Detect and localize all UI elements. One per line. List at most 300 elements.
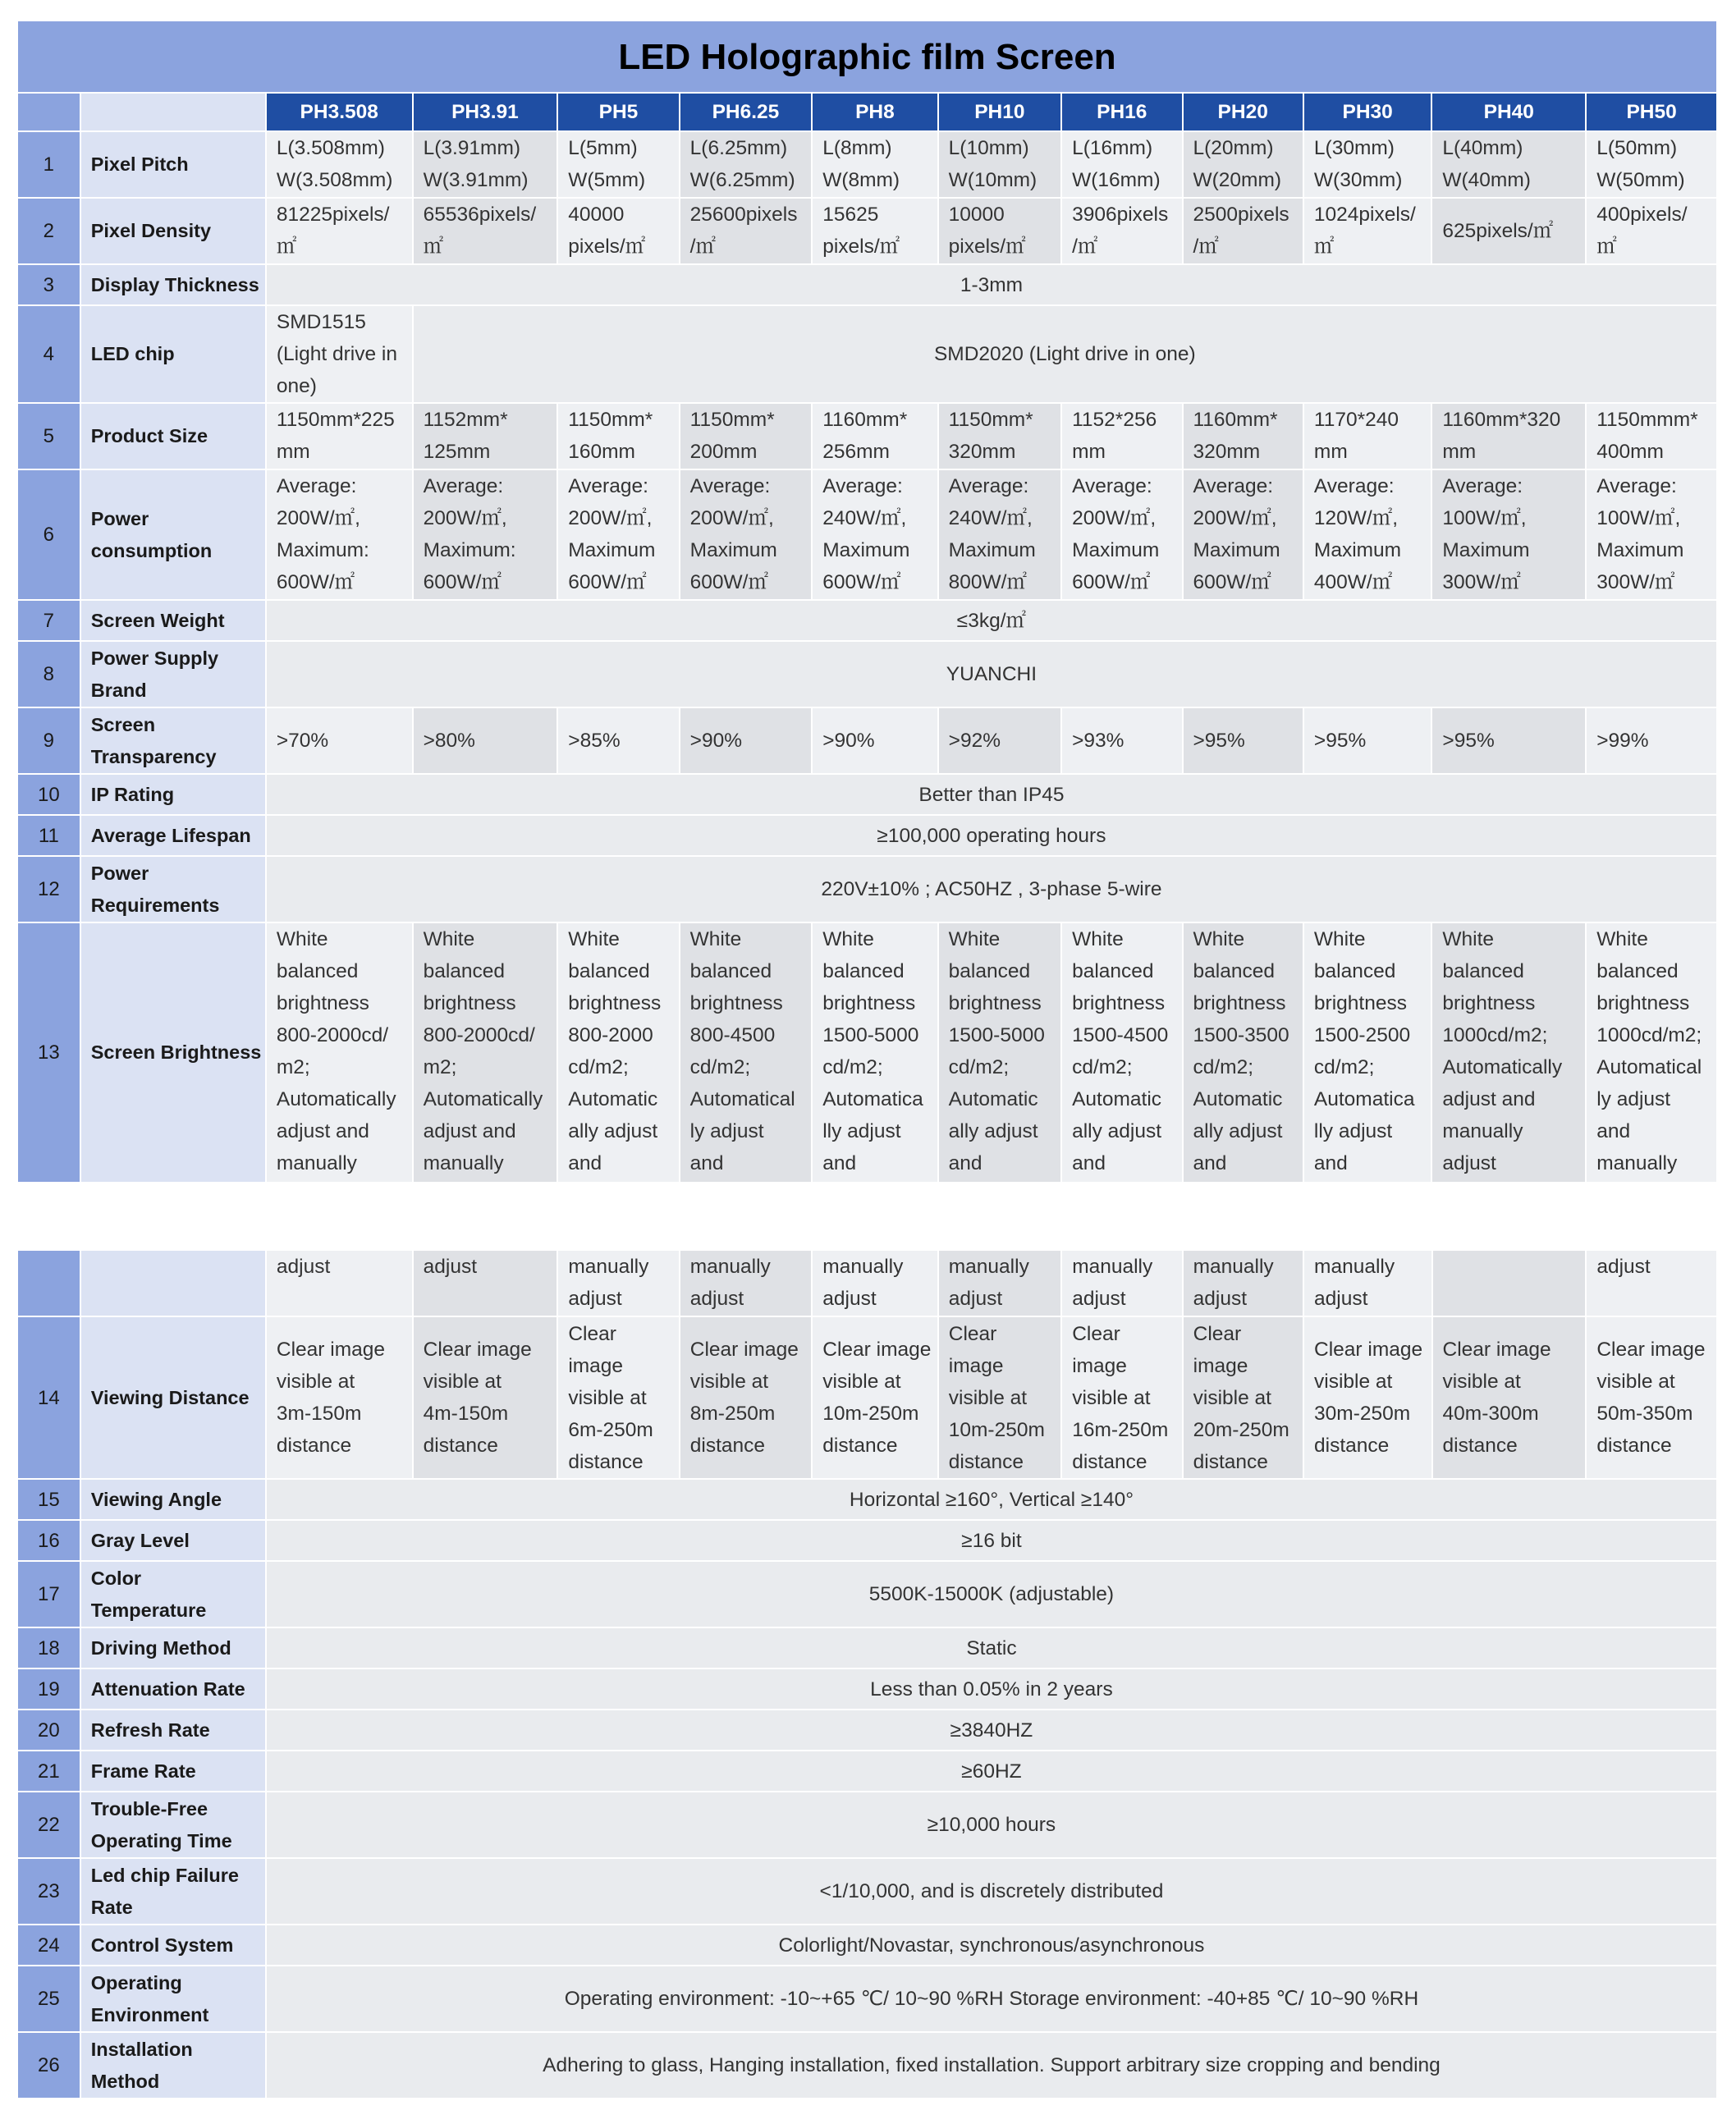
cell-line: visible at xyxy=(276,1371,355,1393)
cell-line: Maximum xyxy=(1442,539,1530,561)
cell-line: 2500pixels xyxy=(1193,204,1289,226)
cell-line: 1160mm* xyxy=(1193,409,1278,431)
cell-line: 40m-300m xyxy=(1442,1403,1539,1425)
spec-cell: >70% xyxy=(267,708,412,773)
row-label xyxy=(81,1966,265,2031)
table-row xyxy=(18,775,1716,814)
cell-line: brightness xyxy=(423,992,516,1014)
cell-line: 600W/㎡ xyxy=(568,571,647,593)
cell-line: ㎡ xyxy=(1313,236,1335,258)
cell-line: Temperature xyxy=(90,1599,207,1621)
spec-cell xyxy=(813,404,937,469)
cell-line: L(3.91mm) xyxy=(423,137,521,159)
cell-line: distance xyxy=(568,1450,644,1473)
cell-line: Average: xyxy=(689,475,771,497)
cell-line: Average: xyxy=(1072,475,1152,497)
cell-line: image xyxy=(948,1354,1004,1377)
row-number: 5 xyxy=(18,404,80,469)
cell-line: adjust xyxy=(568,1288,622,1310)
cell-line: Transparency xyxy=(90,745,217,767)
cell-line: Average: xyxy=(1313,475,1395,497)
cell-line: 3906pixels xyxy=(1072,204,1169,226)
row-number: 20 xyxy=(18,1710,80,1750)
row-label xyxy=(81,857,265,922)
cell-line: and xyxy=(948,1152,983,1174)
cell-line: brightness xyxy=(1313,992,1407,1014)
table-row xyxy=(18,1751,1716,1791)
cell-line: 200W/㎡, xyxy=(423,507,507,529)
cell-line: cd/m2; xyxy=(1072,1056,1133,1078)
cell-line: adjust xyxy=(1596,1256,1651,1278)
row-label: Pixel Pitch xyxy=(81,132,265,197)
cell-line: distance xyxy=(689,1435,766,1457)
spec-cell xyxy=(1184,132,1303,197)
row-label: Screen Brightness xyxy=(81,923,265,1182)
spec-cell xyxy=(1062,923,1181,1182)
cell-line: distance xyxy=(423,1435,498,1457)
cell-line: Clear image xyxy=(822,1339,932,1361)
cell-line: 4m-150m xyxy=(423,1403,509,1425)
cell-line: distance xyxy=(1193,1450,1268,1473)
cell-line: Average: xyxy=(1596,475,1677,497)
spec-cell xyxy=(414,923,557,1182)
spec-cell xyxy=(1432,923,1585,1182)
cell-line: Maximum: xyxy=(276,539,369,561)
cell-line: brightness xyxy=(689,992,783,1014)
cell-line: adjust xyxy=(948,1288,1003,1310)
cell-line: adjust xyxy=(1193,1288,1248,1310)
spec-cell xyxy=(939,1251,1060,1316)
spec-value: YUANCHI xyxy=(267,642,1716,707)
spec-cell: >80% xyxy=(414,708,557,773)
cell-line: 320mm xyxy=(1193,441,1261,463)
cell-line: 125mm xyxy=(423,441,491,463)
cell-line: manually xyxy=(423,1152,504,1174)
cell-line: 256mm xyxy=(822,441,890,463)
cell-line: SMD1515 xyxy=(276,311,366,333)
cell-line: 600W/㎡ xyxy=(1193,571,1271,593)
cell-line: adjust and xyxy=(423,1120,516,1142)
cell-line: Clear xyxy=(1072,1322,1120,1345)
spec-cell xyxy=(813,1251,937,1316)
table-row xyxy=(18,1628,1716,1668)
cell-line: visible at xyxy=(822,1371,901,1393)
cell-line: W(40mm) xyxy=(1442,169,1531,191)
cell-line: L(5mm) xyxy=(568,137,638,159)
cell-line: m2; xyxy=(423,1056,457,1078)
cell-line: brightness xyxy=(1442,992,1536,1014)
row-label: IP Rating xyxy=(81,775,265,814)
table-row xyxy=(18,857,1716,922)
cell-line: 1024pixels/ xyxy=(1313,204,1416,226)
row-number: 24 xyxy=(18,1925,80,1965)
row-label: Viewing Angle xyxy=(81,1480,265,1519)
header-blank-num xyxy=(18,94,80,130)
row-number: 14 xyxy=(18,1317,80,1478)
spec-value: 220V±10% ; AC50HZ , 3-phase 5-wire xyxy=(267,857,1716,922)
row-number: 9 xyxy=(18,708,80,773)
cell-line: Brand xyxy=(90,679,147,701)
cell-line: manually xyxy=(1596,1152,1678,1174)
cell-line: visible at xyxy=(568,1386,647,1409)
cell-line: 1152*256 xyxy=(1072,409,1157,431)
spec-value: 1-3mm xyxy=(267,265,1716,304)
row-number: 26 xyxy=(18,2033,80,2098)
cell-line: Rate xyxy=(90,1896,133,1918)
column-header: PH3.508 xyxy=(267,94,412,130)
row-label: Pixel Density xyxy=(81,199,265,263)
cell-line: /㎡ xyxy=(689,236,716,258)
spec-cell xyxy=(939,1317,1060,1478)
spec-cell xyxy=(267,1317,412,1478)
cell-line: manually xyxy=(1072,1256,1153,1278)
row-number: 21 xyxy=(18,1751,80,1791)
spec-cell xyxy=(1304,1251,1431,1316)
row-label: Screen Weight xyxy=(81,601,265,640)
cell-line: adjust xyxy=(276,1256,331,1278)
cell-line: cd/m2; xyxy=(689,1056,751,1078)
cell-line: adjust xyxy=(1442,1152,1496,1174)
table-title: LED Holographic film Screen xyxy=(18,21,1716,92)
cell-line: image xyxy=(1072,1354,1127,1377)
cell-line: lly adjust xyxy=(1313,1120,1393,1142)
cell-line: brightness xyxy=(568,992,662,1014)
table-row xyxy=(18,1317,1716,1478)
table-row xyxy=(18,923,1716,1182)
cell-line: L(3.508mm) xyxy=(276,137,385,159)
cell-line: 300W/㎡ xyxy=(1596,571,1675,593)
spec-value: ≥60HZ xyxy=(267,1751,1716,1791)
cell-line: brightness xyxy=(1596,992,1690,1014)
cell-line: 1000cd/m2; xyxy=(1442,1024,1548,1046)
cell-line: Automatically xyxy=(1442,1056,1563,1078)
cell-line: Power xyxy=(90,862,149,884)
cell-line: and xyxy=(1596,1120,1631,1142)
row-number: 8 xyxy=(18,642,80,707)
row-label xyxy=(81,2033,265,2098)
cell-line: 625pixels/㎡ xyxy=(1442,220,1554,242)
row-label xyxy=(81,1562,265,1627)
spec-value: ≤3kg/㎡ xyxy=(267,601,1716,640)
cell-line: distance xyxy=(1596,1435,1672,1457)
row-label: Control System xyxy=(81,1925,265,1965)
spec-cell xyxy=(1304,199,1431,263)
spec-value: SMD2020 (Light drive in one) xyxy=(414,306,1716,402)
spec-value: ≥100,000 operating hours xyxy=(267,816,1716,855)
cell-line: Clear image xyxy=(276,1339,385,1361)
cell-line: 1170*240 xyxy=(1313,409,1399,431)
cell-line: 20m-250m xyxy=(1193,1418,1289,1441)
cell-line: 15625 xyxy=(822,204,879,226)
spec-cell xyxy=(558,1317,678,1478)
row-number: 16 xyxy=(18,1521,80,1560)
spec-value: ≥10,000 hours xyxy=(267,1792,1716,1857)
cell-line: 200W/㎡, xyxy=(1193,507,1277,529)
cell-line: Maximum xyxy=(1596,539,1684,561)
cell-line: distance xyxy=(822,1435,898,1457)
row-label xyxy=(81,1859,265,1924)
cell-line: adjust xyxy=(423,1256,478,1278)
cell-line: 1150mm* xyxy=(568,409,653,431)
cell-line: balanced xyxy=(1193,960,1275,982)
row-number: 23 xyxy=(18,1859,80,1924)
cell-line: ally adjust xyxy=(948,1120,1038,1142)
cell-line: balanced xyxy=(276,960,359,982)
table-row xyxy=(18,265,1716,304)
cell-line: 6m-250m xyxy=(568,1418,653,1441)
spec-cell: >90% xyxy=(813,708,937,773)
cell-line: cd/m2; xyxy=(948,1056,1010,1078)
cell-line: image xyxy=(1193,1354,1248,1377)
cell-line: Clear image xyxy=(1442,1339,1551,1361)
row-number xyxy=(18,1251,80,1316)
table-row xyxy=(18,404,1716,469)
cell-line: W(30mm) xyxy=(1313,169,1403,191)
cell-line: White xyxy=(1313,928,1366,950)
column-header: PH8 xyxy=(813,94,937,130)
table-row xyxy=(18,1521,1716,1560)
cell-line: and xyxy=(1313,1152,1348,1174)
spec-cell xyxy=(267,132,412,197)
spec-cell xyxy=(1184,923,1303,1182)
cell-line: Automatic xyxy=(948,1088,1038,1110)
spec-value: Static xyxy=(267,1628,1716,1668)
spec-cell: >85% xyxy=(558,708,678,773)
cell-line: manually xyxy=(568,1256,649,1278)
spec-cell xyxy=(680,1317,812,1478)
cell-line: 300W/㎡ xyxy=(1442,571,1521,593)
cell-line: 1500-2500 xyxy=(1313,1024,1411,1046)
cell-line: ㎡ xyxy=(276,236,297,258)
spec-cell: >95% xyxy=(1432,708,1585,773)
cell-line: ly adjust xyxy=(1596,1088,1671,1110)
spec-cell xyxy=(939,470,1060,599)
column-header: PH50 xyxy=(1587,94,1716,130)
cell-line: ally adjust xyxy=(1072,1120,1162,1142)
spec-value: ≥3840HZ xyxy=(267,1710,1716,1750)
spec-cell xyxy=(939,923,1060,1182)
row-number: 13 xyxy=(18,923,80,1182)
cell-line: 16m-250m xyxy=(1072,1418,1169,1441)
spec-value: Operating environment: -10~+65 ℃/ 10~90 %RH Storage environment: -40+85 ℃/ 10~90 %RH xyxy=(267,1966,1716,2031)
cell-line: Maximum xyxy=(568,539,656,561)
cell-line: 600W/㎡ xyxy=(822,571,901,593)
cell-line: manually xyxy=(948,1256,1029,1278)
cell-line: Requirements xyxy=(90,894,220,916)
cell-line: Clear image xyxy=(423,1339,532,1361)
cell-line: 1150mm* xyxy=(689,409,775,431)
cell-line: pixels/㎡ xyxy=(568,236,646,258)
spec-value: ≥16 bit xyxy=(267,1521,1716,1560)
cell-line: 25600pixels xyxy=(689,204,798,226)
row-number: 7 xyxy=(18,601,80,640)
spec-cell xyxy=(1587,1251,1716,1316)
cell-line: (Light drive in xyxy=(276,343,397,365)
spec-cell xyxy=(1184,199,1303,263)
cell-line: 600W/㎡ xyxy=(689,571,768,593)
spec-cell xyxy=(414,1251,557,1316)
cell-line: 3m-150m xyxy=(276,1403,362,1425)
spec-cell xyxy=(1432,199,1585,263)
spec-cell xyxy=(1304,132,1431,197)
cell-line: 120W/㎡, xyxy=(1313,507,1399,529)
column-header: PH30 xyxy=(1304,94,1431,130)
spec-cell xyxy=(1587,923,1716,1182)
cell-line: W(10mm) xyxy=(948,169,1037,191)
spec-cell: >90% xyxy=(680,708,812,773)
cell-line: 600W/㎡ xyxy=(276,571,355,593)
cell-line: Clear image xyxy=(689,1339,799,1361)
row-number: 11 xyxy=(18,816,80,855)
spec-value xyxy=(267,306,412,402)
spec-cell xyxy=(813,1317,937,1478)
spec-cell xyxy=(267,470,412,599)
cell-line: W(8mm) xyxy=(822,169,900,191)
table-row xyxy=(18,1251,1716,1316)
spec-cell xyxy=(414,1317,557,1478)
spec-cell xyxy=(1432,470,1585,599)
table-row xyxy=(18,601,1716,640)
table-row xyxy=(18,1792,1716,1857)
cell-line: White xyxy=(568,928,620,950)
cell-line: cd/m2; xyxy=(1193,1056,1254,1078)
cell-line: 10000 xyxy=(948,204,1005,226)
cell-line: and xyxy=(822,1152,857,1174)
cell-line: 200mm xyxy=(689,441,758,463)
cell-line: ally adjust xyxy=(568,1120,658,1142)
row-number: 2 xyxy=(18,199,80,263)
spec-cell xyxy=(267,199,412,263)
spec-cell xyxy=(267,1251,412,1316)
column-header: PH10 xyxy=(939,94,1060,130)
row-number: 22 xyxy=(18,1792,80,1857)
cell-line: mm xyxy=(1313,441,1348,463)
cell-line: visible at xyxy=(1442,1371,1521,1393)
cell-line: Average: xyxy=(1193,475,1274,497)
cell-line: distance xyxy=(1314,1435,1390,1457)
cell-line: Average: xyxy=(568,475,648,497)
spec-cell xyxy=(558,470,678,599)
cell-line: manually xyxy=(1442,1120,1523,1142)
spec-cell xyxy=(414,199,557,263)
cell-line: 30m-250m xyxy=(1314,1403,1411,1425)
cell-line: pixels/㎡ xyxy=(948,236,1026,258)
spec-cell xyxy=(558,923,678,1182)
row-number: 12 xyxy=(18,857,80,922)
row-label xyxy=(81,708,265,773)
spec-cell xyxy=(680,404,812,469)
table-row xyxy=(18,1710,1716,1750)
cell-line: balanced xyxy=(1313,960,1396,982)
cell-line: Clear xyxy=(948,1322,997,1345)
cell-line: L(30mm) xyxy=(1313,137,1395,159)
row-label: Attenuation Rate xyxy=(81,1669,265,1709)
cell-line: visible at xyxy=(1072,1386,1151,1409)
cell-line: White xyxy=(1072,928,1124,950)
cell-line: visible at xyxy=(689,1371,769,1393)
spec-value: Colorlight/Novastar, synchronous/asynchronous xyxy=(267,1925,1716,1965)
cell-line: Operating xyxy=(90,1971,182,1993)
cell-line: distance xyxy=(1072,1450,1147,1473)
cell-line: and xyxy=(1193,1152,1227,1174)
cell-line: 200W/㎡, xyxy=(689,507,774,529)
cell-line: Maximum xyxy=(948,539,1036,561)
cell-line: and xyxy=(689,1152,724,1174)
row-label: LED chip xyxy=(81,306,265,402)
cell-line: image xyxy=(568,1354,624,1377)
cell-line: W(16mm) xyxy=(1072,169,1161,191)
cell-line: balanced xyxy=(1596,960,1679,982)
spec-cell: >92% xyxy=(939,708,1060,773)
table-row xyxy=(18,199,1716,263)
spec-cell xyxy=(1184,404,1303,469)
cell-line: 400W/㎡ xyxy=(1313,571,1393,593)
spec-cell xyxy=(1062,470,1181,599)
cell-line: 1150mm*225 xyxy=(276,409,395,431)
spec-cell xyxy=(267,923,412,1182)
spec-cell: >93% xyxy=(1062,708,1181,773)
spec-cell xyxy=(939,404,1060,469)
cell-line: Trouble-Free xyxy=(90,1797,208,1819)
cell-line: White xyxy=(948,928,1001,950)
cell-line: ㎡ xyxy=(423,236,444,258)
cell-line: brightness xyxy=(1072,992,1166,1014)
row-label: Viewing Distance xyxy=(81,1317,265,1478)
cell-line: L(6.25mm) xyxy=(689,137,788,159)
row-label xyxy=(81,1792,265,1857)
cell-line: manually xyxy=(276,1152,357,1174)
row-label: Refresh Rate xyxy=(81,1710,265,1750)
spec-cell xyxy=(680,199,812,263)
row-number: 10 xyxy=(18,775,80,814)
spec-cell xyxy=(267,404,412,469)
cell-line: W(5mm) xyxy=(568,169,646,191)
cell-line: L(16mm) xyxy=(1072,137,1153,159)
spec-cell: >95% xyxy=(1184,708,1303,773)
column-header: PH40 xyxy=(1432,94,1585,130)
cell-line: 800-4500 xyxy=(689,1024,776,1046)
cell-line: Environment xyxy=(90,2003,209,2025)
cell-line: White xyxy=(276,928,328,950)
cell-line: White xyxy=(1596,928,1648,950)
spec-cell xyxy=(1304,470,1431,599)
cell-line: Average: xyxy=(423,475,504,497)
spec-cell xyxy=(1587,132,1716,197)
spec-value: <1/10,000, and is discretely distributed xyxy=(267,1859,1716,1924)
cell-line: 81225pixels/ xyxy=(276,204,390,226)
cell-line: adjust xyxy=(822,1288,877,1310)
cell-line: and xyxy=(1072,1152,1106,1174)
spec-cell xyxy=(1304,404,1431,469)
cell-line: Maximum xyxy=(1072,539,1160,561)
spec-cell xyxy=(813,470,937,599)
spec-cell xyxy=(1062,1251,1181,1316)
cell-line: 600W/㎡ xyxy=(1072,571,1151,593)
spec-cell: >99% xyxy=(1587,708,1716,773)
cell-line: balanced xyxy=(423,960,506,982)
cell-line: 800-2000cd/ xyxy=(423,1024,535,1046)
cell-line: 200W/㎡, xyxy=(276,507,360,529)
table-row xyxy=(18,642,1716,707)
cell-line: 240W/㎡, xyxy=(822,507,907,529)
cell-line: and xyxy=(568,1152,602,1174)
cell-line: 400pixels/ xyxy=(1596,204,1688,226)
spec-cell xyxy=(813,132,937,197)
cell-line: 800-2000 xyxy=(568,1024,653,1046)
row-label: Gray Level xyxy=(81,1521,265,1560)
cell-line: 1152mm* xyxy=(423,409,508,431)
spec-cell xyxy=(1433,1251,1586,1316)
